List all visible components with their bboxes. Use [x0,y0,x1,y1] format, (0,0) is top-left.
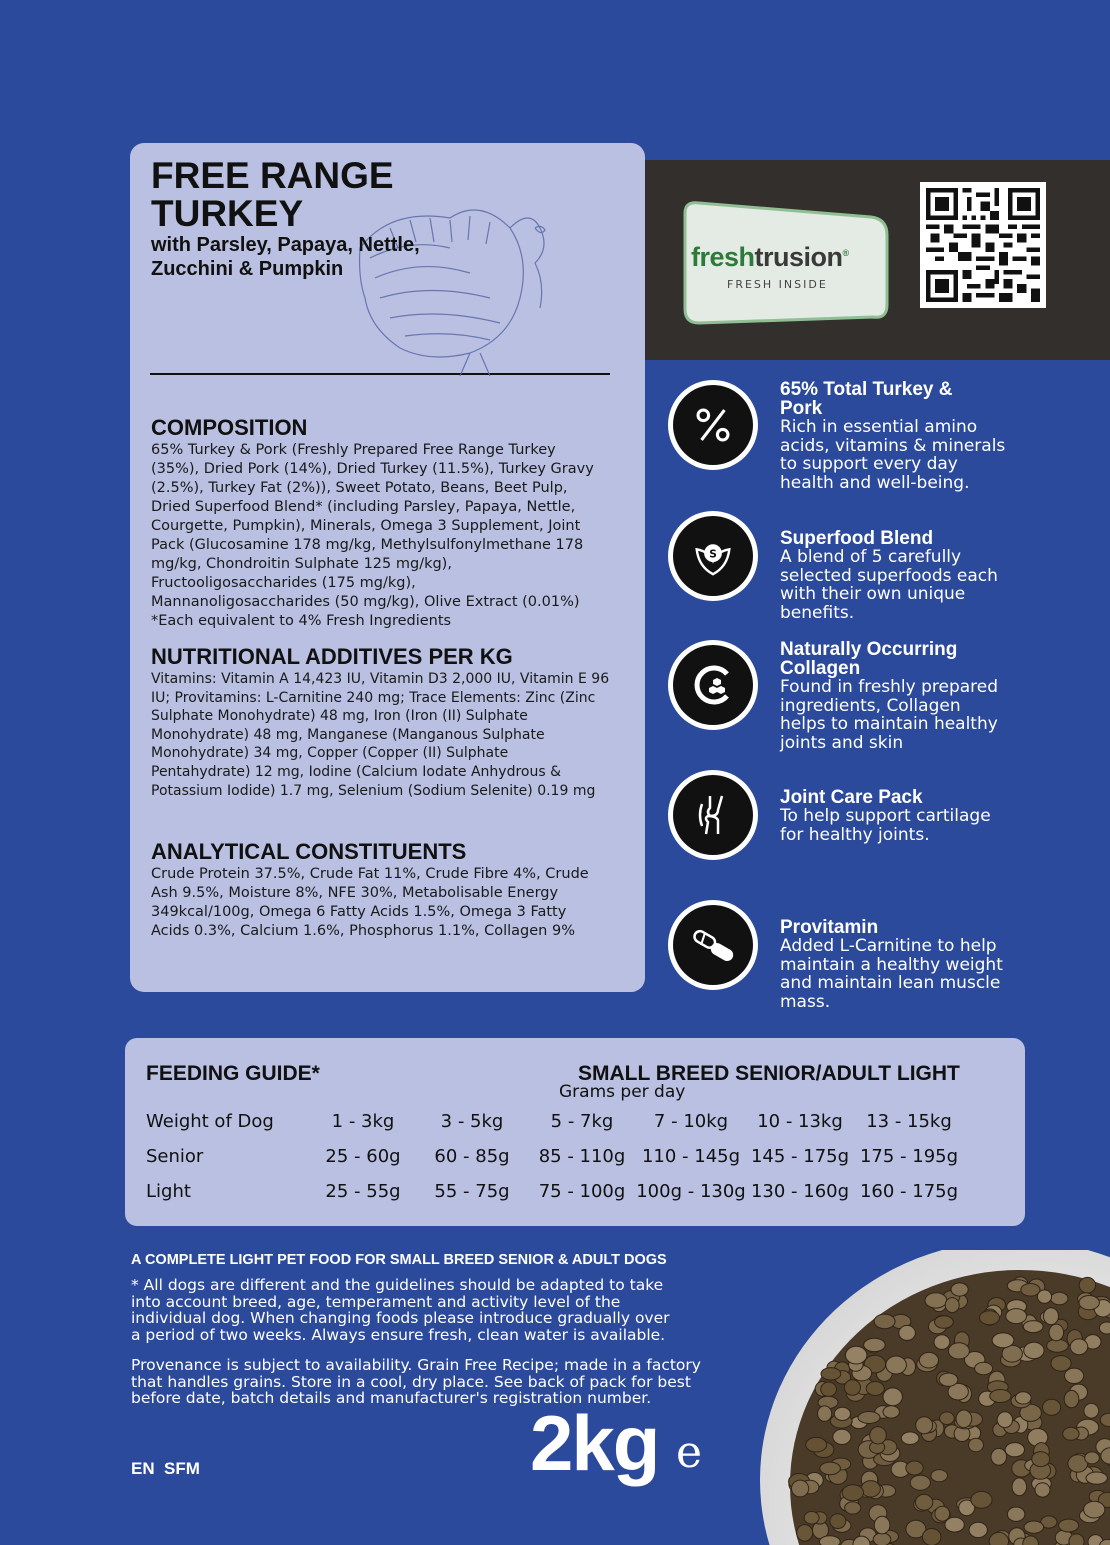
text-line: that handles grains. Store in a cool, dry place. See back of pack for best [131,1372,691,1391]
kibble-piece [1079,1277,1095,1293]
table-row [146,1146,1006,1176]
kibble-piece [939,1373,958,1386]
brand-block [645,160,1110,360]
feature-text [780,918,1030,1011]
kibble-piece [846,1346,867,1364]
kibble-piece [873,1533,891,1545]
kibble-piece [1035,1483,1050,1497]
kibble-piece [916,1417,933,1434]
title-line: Naturally Occurring [780,639,958,660]
feature-description [780,807,1030,844]
table-cell: 7 - 10kg [653,1111,729,1132]
kibble-piece [1005,1443,1024,1457]
text-line: and maintain lean muscle [780,973,1001,994]
text-line: A blend of 5 carefully [780,547,962,567]
text-line: Dried Superfood Blend* (including Parsley, Papaya, Nettle, [151,499,576,515]
table-cell: 55 - 75g [434,1181,510,1202]
kibble-piece [1012,1478,1027,1496]
text-line: * All dogs are different and the guidelines should be adapted to take [131,1276,664,1294]
text-line: Ash 9.5%, Moisture 8%, NFE 30%, Metabolisable Energy [151,885,559,901]
additives-section [151,644,621,800]
kibble-bowl-image [755,1250,1110,1545]
kibble-piece [804,1512,819,1525]
qr-code[interactable] [920,182,1046,308]
kibble-piece [945,1298,959,1313]
kibble-piece [1024,1521,1044,1533]
text-line: Mannanoligosaccharides (50 mg/kg), Olive Extract (0.01%) [151,594,580,610]
table-cell: 130 - 160g [750,1181,850,1202]
registered-mark: ® [842,248,849,258]
table-cell: 25 - 60g [325,1146,401,1167]
text-line: Acids 0.3%, Calcium 1.6%, Phosphorus 1.1%, Collagen 9% [151,923,575,939]
text-line: Crude Protein 37.5%, Crude Fat 11%, Crude Fibre 4%, Crude [151,866,589,882]
text-line: into account breed, age, temperament and activity level of the [131,1292,621,1311]
text-line: Provenance is subject to availability. Grain Free Recipe; made in a factory [131,1356,701,1374]
kibble-piece [883,1388,902,1406]
feature-title [780,918,1030,937]
kibble-piece [1051,1356,1071,1372]
text-line: To help support cartilage [780,806,991,826]
feature-description [780,548,1030,622]
kibble-piece [925,1293,947,1308]
language-codes: EN SFM [131,1459,200,1478]
text-line: to support every day [780,454,958,475]
product-info-card [130,143,645,992]
title-line: FREE RANGE [151,155,394,196]
kibble-piece [1007,1507,1024,1521]
kibble-piece [935,1506,950,1521]
text-line: for healthy joints. [780,824,930,845]
kibble-piece [975,1362,993,1374]
kibble-piece [1051,1292,1068,1305]
feature-icon-badge [668,900,758,990]
kibble-piece [844,1380,860,1396]
breed-heading: SMALL BREED SENIOR/ADULT LIGHT [578,1062,960,1085]
text-line: Pentahydrate) 12 mg, Iodine (Calcium Iodate Anhydrous & [151,763,561,780]
title-line: Collagen [780,658,861,679]
analytical-text [151,865,621,941]
kibble-piece [991,1448,1007,1465]
product-title [151,157,623,233]
text-line: Monohydrate) 48 mg, Manganese (Manganous Sulphate [151,726,545,743]
collagen-icon [688,660,738,710]
feature-description [780,418,1030,492]
kibble-piece [818,1406,832,1421]
text-line: acids, vitamins & minerals [780,435,1006,456]
kibble-piece [830,1514,846,1529]
feature-title [780,529,1030,548]
kibble-piece [980,1311,1000,1325]
kibble-piece [874,1516,890,1534]
capsule-icon [688,920,738,970]
table-cell: 3 - 5kg [440,1111,504,1132]
kibble-piece [1086,1472,1107,1484]
row-label: Light [146,1181,191,1202]
text-line: Monohydrate) 34 mg, Copper (Copper (II) Sulphate [151,745,509,762]
joint-icon [688,790,738,840]
text-line: Rich in essential amino [780,417,978,437]
brand-logo [691,242,849,273]
kibble-piece [874,1314,895,1329]
text-line: (2.5%), Turkey Fat (2%)), Sweet Potato, Beans, Beet Pulp, [151,480,568,496]
text-line: health and well-being. [780,472,970,493]
kibble-piece [797,1525,813,1542]
kibble-piece [935,1316,954,1329]
kibble-piece [899,1325,916,1340]
text-line: Vitamins: Vitamin A 14,423 IU, Vitamin D3 2,000 IU, Vitamin E 96 [151,671,610,687]
row-label: Senior [146,1146,204,1167]
qr-code-icon [926,188,1040,302]
kibble-piece [819,1536,840,1545]
text-line: joints and skin [780,732,904,753]
kibble-piece [864,1338,886,1351]
kibble-piece [858,1412,880,1424]
kibble-piece [934,1335,950,1350]
feature-text [780,640,1030,752]
text-line: Potassium Iodide) 1.7 mg, Selenium (Sodium Selenite) 0.19 mg [151,782,596,799]
kibble-piece [940,1412,955,1425]
kibble-piece [833,1429,851,1444]
kibble-piece [1065,1368,1084,1383]
kibble-piece [806,1437,827,1452]
kibble-piece [1049,1324,1064,1341]
feature-text [780,788,1030,844]
table-cell: 13 - 15kg [866,1111,952,1132]
kibble-piece [820,1462,841,1475]
product-subtitle [151,233,623,281]
kibble-piece [821,1382,837,1396]
kibble-piece [1070,1339,1088,1355]
text-line: Added L-Carnitine to help [780,936,997,956]
row-label: Weight of Dog [146,1111,274,1132]
feature-icon-badge [668,640,758,730]
composition-title: COMPOSITION [151,415,308,440]
table-cell: 110 - 145g [641,1146,741,1167]
feeding-guide-title: FEEDING GUIDE* [146,1062,320,1085]
kibble-piece [989,1532,1008,1545]
kibble-piece [1021,1284,1040,1297]
text-line: mass. [780,991,831,1012]
table-cell: 10 - 13kg [757,1111,843,1132]
kibble-piece [990,1390,1011,1403]
feature-text [780,380,1030,492]
text-line: individual dog. When changing foods please introduce gradually over [131,1309,670,1327]
kibble-piece [1044,1308,1059,1325]
composition-section [151,415,621,631]
kibble-piece [922,1529,941,1545]
kibble-piece [1047,1339,1069,1352]
kibble-piece [948,1343,969,1359]
table-cell: 5 - 7kg [550,1111,614,1132]
feeding-guide-table [125,1038,1025,1226]
kibble-piece [915,1494,932,1510]
feature-text [780,529,1030,622]
text-line: 65% Turkey & Pork (Freshly Prepared Free Range Turkey [151,442,556,458]
analytical-section [151,839,621,941]
kibble-piece [883,1406,899,1418]
kibble-piece [845,1502,861,1514]
superfood-leaf-icon [689,532,737,580]
net-weight: 2kg [530,1399,659,1487]
kibble-piece [1015,1392,1031,1404]
text-line: Fructooligosaccharides (175 mg/kg), [151,575,416,591]
feature-icon-badge [668,770,758,860]
kibble-piece [910,1475,930,1490]
feature-icon-badge [668,511,758,601]
kibble-piece [1069,1534,1084,1545]
title-line: Joint Care Pack [780,787,923,808]
text-line: helps to maintain healthy [780,714,998,735]
feature-icon-badge [668,380,758,470]
table-cell: 175 - 195g [859,1146,959,1167]
text-line: before date, batch details and manufacturer's registration number. [131,1389,652,1407]
text-line: *Each equivalent to 4% Fresh Ingredients [151,613,452,629]
text-line: selected superfoods each [780,565,998,586]
kibble-piece [1059,1519,1079,1532]
title-line: Superfood Blend [780,528,934,549]
table-cell: 160 - 175g [859,1181,959,1202]
kibble-piece [1099,1322,1110,1334]
text-line: benefits. [780,602,855,623]
text-line: Pack (Glucosamine 178 mg/kg, Methylsulfonylmethane 178 [151,537,584,553]
text-line: maintain a healthy weight [780,954,1003,975]
kibble-piece [886,1356,907,1374]
kibble-piece [919,1352,938,1368]
text-line: Found in freshly prepared [780,677,999,697]
kibble-piece [1085,1452,1100,1464]
kibble-piece [1037,1290,1051,1303]
text-line: with their own unique [780,584,966,605]
table-cell: 100g - 130g [636,1181,746,1202]
kibble-piece [821,1368,841,1380]
kibble-piece [870,1427,887,1444]
kibble-piece [834,1407,850,1420]
kibble-piece [1043,1399,1061,1415]
kibble-piece [1006,1309,1027,1324]
product-statement: A COMPLETE LIGHT PET FOOD FOR SMALL BREED SENIOR & ADULT DOGS [131,1252,667,1268]
text-line: ingredients, Collagen [780,695,961,716]
kibble-piece [1063,1427,1079,1440]
unit-label: Grams per day [559,1082,686,1102]
title-line: Provitamin [780,917,879,938]
additives-text [151,670,621,800]
kibble-piece [842,1485,863,1501]
svg-text:S: S [709,548,717,561]
kibble-piece [931,1470,948,1482]
analytical-title: ANALYTICAL CONSTITUENTS [151,839,467,864]
brand-name-trusion: trusion [754,242,843,272]
text-line: mg/kg, Chondroitin Sulphate 125 mg/kg), [151,556,452,572]
subtitle-line: Zucchini & Pumpkin [151,258,344,280]
table-cell: 75 - 100g [538,1181,626,1202]
text-line: 349kcal/100g, Omega 6 Fatty Acids 1.5%, Omega 3 Fatty [151,904,567,920]
kibble-piece [1084,1501,1105,1518]
kibble-piece [951,1283,968,1296]
kibble-piece [1064,1390,1079,1407]
table-row [146,1181,1006,1211]
kibble-piece [997,1412,1012,1428]
text-line: (35%), Dried Pork (14%), Dried Turkey (11.5%), Turkey Gravy [151,461,594,477]
title-line: Pork [780,398,823,419]
table-cell: 1 - 3kg [331,1111,395,1132]
kibble-piece [1024,1342,1044,1358]
kibble-piece [901,1432,919,1445]
kibble-piece [906,1461,923,1475]
kibble-piece [992,1333,1014,1348]
table-cell: 60 - 85g [434,1146,510,1167]
kibble-piece [1023,1321,1043,1333]
feeding-note [131,1277,711,1343]
feature-description [780,678,1030,752]
kibble-piece [1079,1296,1099,1310]
feature-title [780,788,1030,807]
table-row [146,1111,1006,1141]
feature-title [780,380,1030,418]
kibble-piece [1084,1403,1099,1418]
kibble-piece [956,1410,972,1428]
title-line: 65% Total Turkey & [780,379,953,400]
kibble-piece [792,1480,809,1497]
kibble-piece [945,1517,964,1532]
feature-title [780,640,1030,678]
kibble-piece [969,1438,984,1452]
text-line: Sulphate Monohydrate) 48 mg, Iron (Iron (II) Sulphate [151,708,528,725]
title-line: TURKEY [151,193,304,234]
additives-title: NUTRITIONAL ADDITIVES PER KG [151,644,513,669]
kibble-piece [861,1481,880,1497]
composition-text [151,441,621,631]
table-cell: 85 - 110g [538,1146,626,1167]
subtitle-line: with Parsley, Papaya, Nettle, [151,234,420,256]
kibble-piece [971,1491,992,1508]
text-line: a period of two weeks. Always ensure fresh, clean water is available. [131,1325,666,1344]
kibble-piece [969,1522,987,1537]
estimated-sign-icon: e [676,1427,703,1478]
kibble-piece [1032,1452,1050,1467]
brand-tagline: FRESH INSIDE [727,278,828,291]
percent-icon [691,403,735,447]
text-line: Courgette, Pumpkin), Minerals, Omega 3 Supplement, Joint [151,518,581,534]
table-cell: 25 - 55g [325,1181,401,1202]
table-cell: 145 - 175g [750,1146,850,1167]
brand-name-fresh: fresh [691,242,755,272]
kibble-piece [866,1382,884,1396]
feature-description [780,937,1030,1011]
text-line: IU; Provitamins: L-Carnitine 240 mg; Trace Elements: Zinc (Zinc [151,689,596,706]
